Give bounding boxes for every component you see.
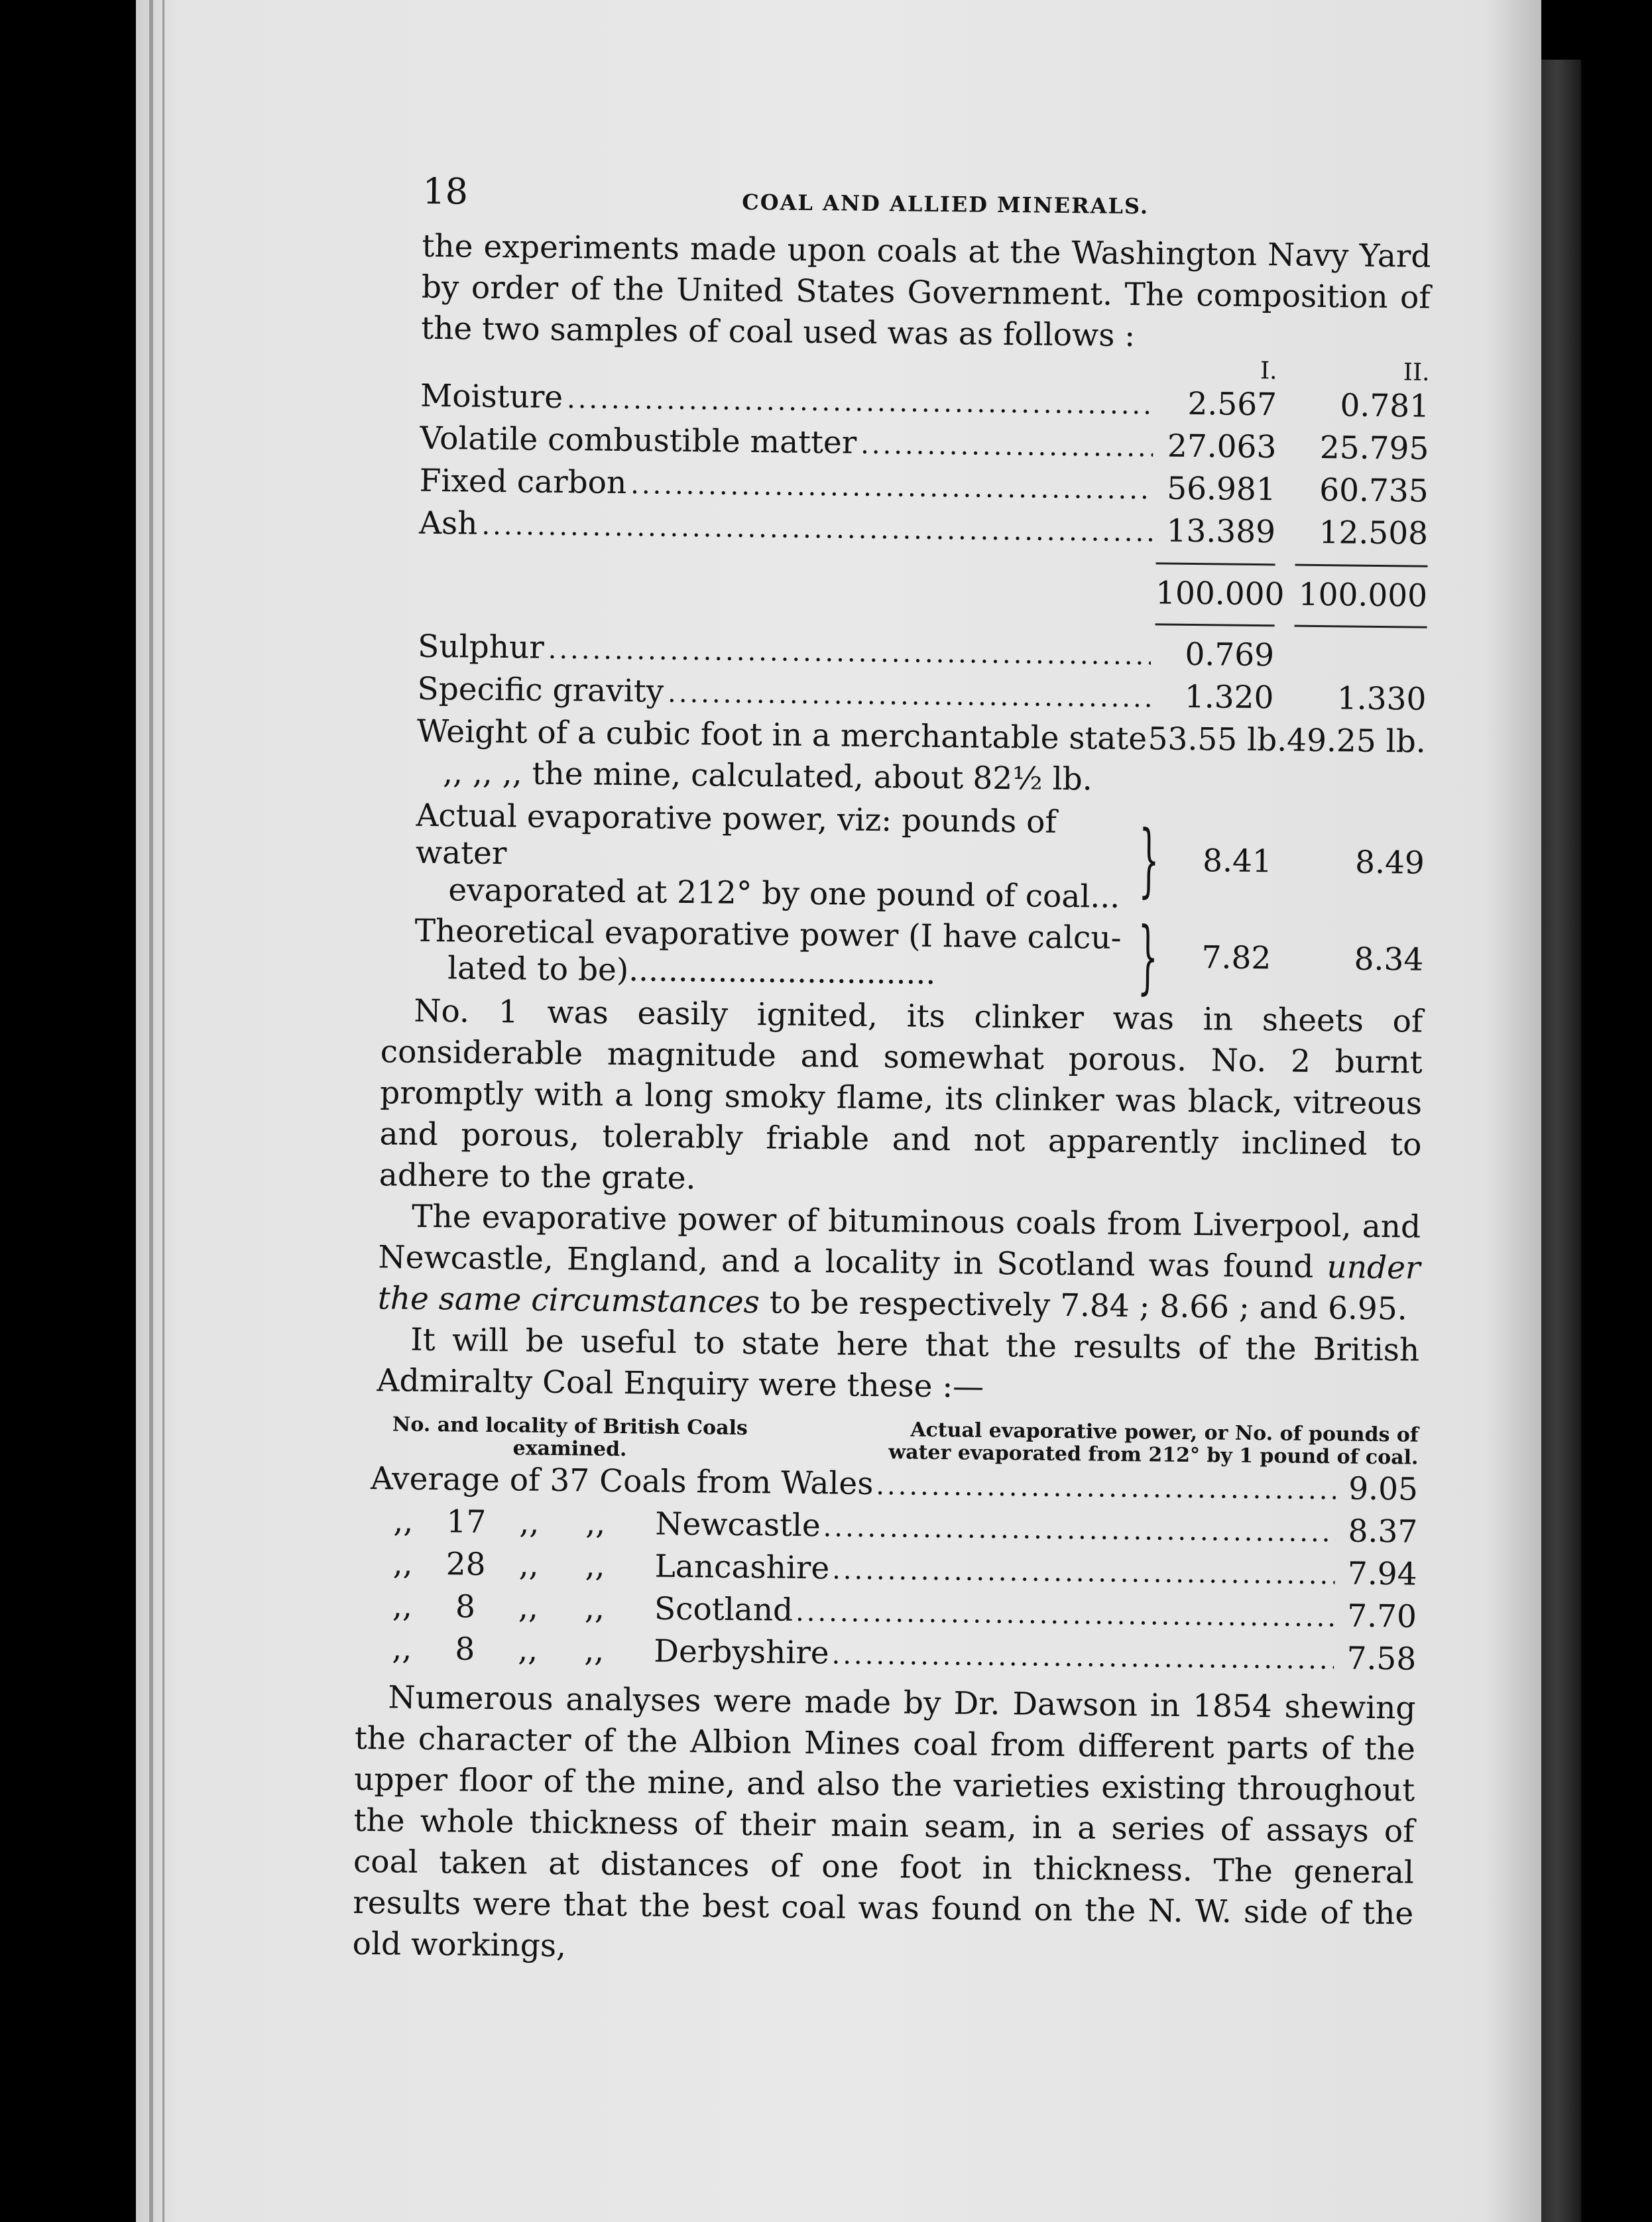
- row-label: Fixed carbon: [419, 462, 627, 502]
- ditto-mark: ,,: [393, 1503, 414, 1540]
- ditto-mark: ,,: [392, 1630, 412, 1667]
- paragraph-no1: No. 1 was easily ignited, its clinker was in sheets of considerable magnitude and somewhat porous. No. 2 burnt promptly with a long smoky flame, its clinker was black, vitreous and porous, tolerably friable and not apparently inclined to adhere to the grate.: [379, 992, 1423, 1197]
- coal-count: 8: [455, 1588, 476, 1625]
- page-content: [352, 152, 1432, 1976]
- value-2: 25.795: [1319, 430, 1429, 467]
- total-2: 100.000: [1298, 576, 1428, 614]
- value-2: 0.781: [1340, 387, 1430, 425]
- row-label: Volatile combustible matter: [420, 420, 857, 461]
- value-1: 13.389: [1166, 512, 1276, 551]
- brace: }: [1138, 814, 1160, 907]
- value-1: 82½ lb.: [973, 760, 1092, 798]
- column-header-1: I.: [1260, 357, 1277, 385]
- ditto-mark: ,,: [518, 1547, 539, 1584]
- evaporative-row: [414, 911, 1424, 1004]
- property-label: ,, ,, ,, the mine, calculated, about: [442, 754, 964, 797]
- ditto-mark: ,,: [392, 1588, 413, 1625]
- evaporative-label-line2: evaporated at 212° by one pound of coal...: [448, 872, 1120, 915]
- gutter-line: [162, 0, 164, 2222]
- row-value: 7.70: [1347, 1598, 1417, 1635]
- value-2: 8.49: [1354, 844, 1425, 882]
- running-title: COAL AND ALLIED MINERALS.: [742, 189, 1150, 219]
- coal-count: 17: [446, 1503, 487, 1541]
- value-1: 1.320: [1184, 678, 1274, 717]
- property-label: Weight of a cubic foot in a merchantable state: [416, 713, 1148, 758]
- locality: Lancashire: [654, 1548, 830, 1587]
- brace: }: [1137, 911, 1159, 1004]
- value-2: 8.34: [1354, 941, 1424, 978]
- paragraph-evaporative: [359, 1196, 1421, 1330]
- composition-table: [363, 349, 1430, 1004]
- value-1: 2.567: [1187, 385, 1277, 424]
- row-value: 9.05: [1348, 1470, 1419, 1508]
- admiralty-table: [355, 1413, 1419, 1682]
- column-header-2: II.: [1403, 359, 1430, 386]
- left-column-header: No. and locality of British Coals examined.: [392, 1413, 748, 1462]
- locality: Scotland: [654, 1590, 794, 1629]
- ditto-mark: ,,: [584, 1590, 605, 1627]
- ditto-mark: ,,: [585, 1505, 606, 1542]
- ditto-mark: ,,: [585, 1547, 605, 1584]
- italic-phrase: under the same circumstances: [377, 1249, 1421, 1321]
- gutter-line: [149, 0, 153, 2222]
- book-edge: [1541, 60, 1581, 2222]
- value-2: [1273, 791, 1425, 793]
- value-1: 8.41: [1202, 843, 1273, 880]
- ditto-mark: ,,: [518, 1631, 538, 1668]
- value-2: 1.330: [1336, 680, 1427, 718]
- locality: Newcastle: [655, 1505, 821, 1545]
- paragraph-text: to be respectively 7.84 ; 8.66 ; and 6.95.: [759, 1284, 1408, 1328]
- value-1: 27.063: [1167, 428, 1277, 466]
- ditto-mark: ,,: [392, 1545, 413, 1582]
- value-1: 53.55 lb.: [1148, 721, 1287, 759]
- ditto-mark: ,,: [518, 1589, 539, 1626]
- paragraph-text: The evaporative power of bituminous coals from Liverpool, and Newcastle, England, and a locality in Scotland was found: [378, 1198, 1421, 1286]
- locality: Derbyshire: [654, 1633, 829, 1672]
- ditto-mark: ,,: [584, 1632, 605, 1669]
- row-value: 7.58: [1346, 1640, 1417, 1678]
- value-2: 60.735: [1319, 472, 1429, 510]
- value-1: 0.769: [1185, 636, 1275, 674]
- value-1: 56.981: [1166, 470, 1277, 508]
- row-value: 8.37: [1348, 1513, 1418, 1550]
- page-number: 18: [422, 170, 469, 213]
- evaporative-label-line2: lated to be)...............................: [447, 950, 936, 992]
- ditto-mark: ,,: [519, 1504, 540, 1541]
- evaporative-row: [415, 797, 1425, 919]
- paragraph-admiralty: It will be useful to state here that the results of the British Admiralty Coal Enquiry were these :—: [377, 1321, 1420, 1405]
- evaporative-label-line1: Actual evaporative power, viz: pounds of water: [415, 797, 1057, 872]
- property-label: Sulphur: [417, 628, 545, 666]
- value-2: [1274, 666, 1427, 667]
- coal-count: 28: [445, 1546, 486, 1583]
- page-header: [371, 152, 1432, 230]
- value-2: 12.508: [1319, 514, 1429, 552]
- row-label: Average of 37 Coals from Wales: [370, 1460, 874, 1503]
- right-column-header: Actual evaporative power, or No. of pounds of water evaporated from 212° by 1 pound of coal.: [888, 1418, 1419, 1470]
- row-label: Moisture: [420, 377, 563, 416]
- property-label: Specific gravity: [417, 670, 664, 710]
- value-2: 49.25 lb.: [1286, 722, 1427, 760]
- paragraph-dawson: Numerous analyses were made by Dr. Dawson in 1854 shewing the character of the Albion Mines coal from different parts of the upper floor of the mine, and also the varieties existing throughout the whole thickness of their main seam, in a series of assays of coal taken at distances of one foot in thickness. The general results were that the best coal was found on the N. W. side of the old workings,: [352, 1679, 1416, 1965]
- intro-paragraph: the experiments made upon coals at the Washington Navy Yard by order of the United States Government. The composition of the two samples of coal used was as follows :: [420, 227, 1431, 355]
- value-1: 7.82: [1201, 939, 1271, 977]
- row-label: Ash: [418, 504, 478, 542]
- evaporative-label-line1: Theoretical evaporative power (I have calcu-: [414, 912, 1122, 957]
- row-value: 7.94: [1347, 1555, 1417, 1593]
- coal-count: 8: [455, 1631, 475, 1668]
- total-1: 100.000: [1155, 575, 1285, 613]
